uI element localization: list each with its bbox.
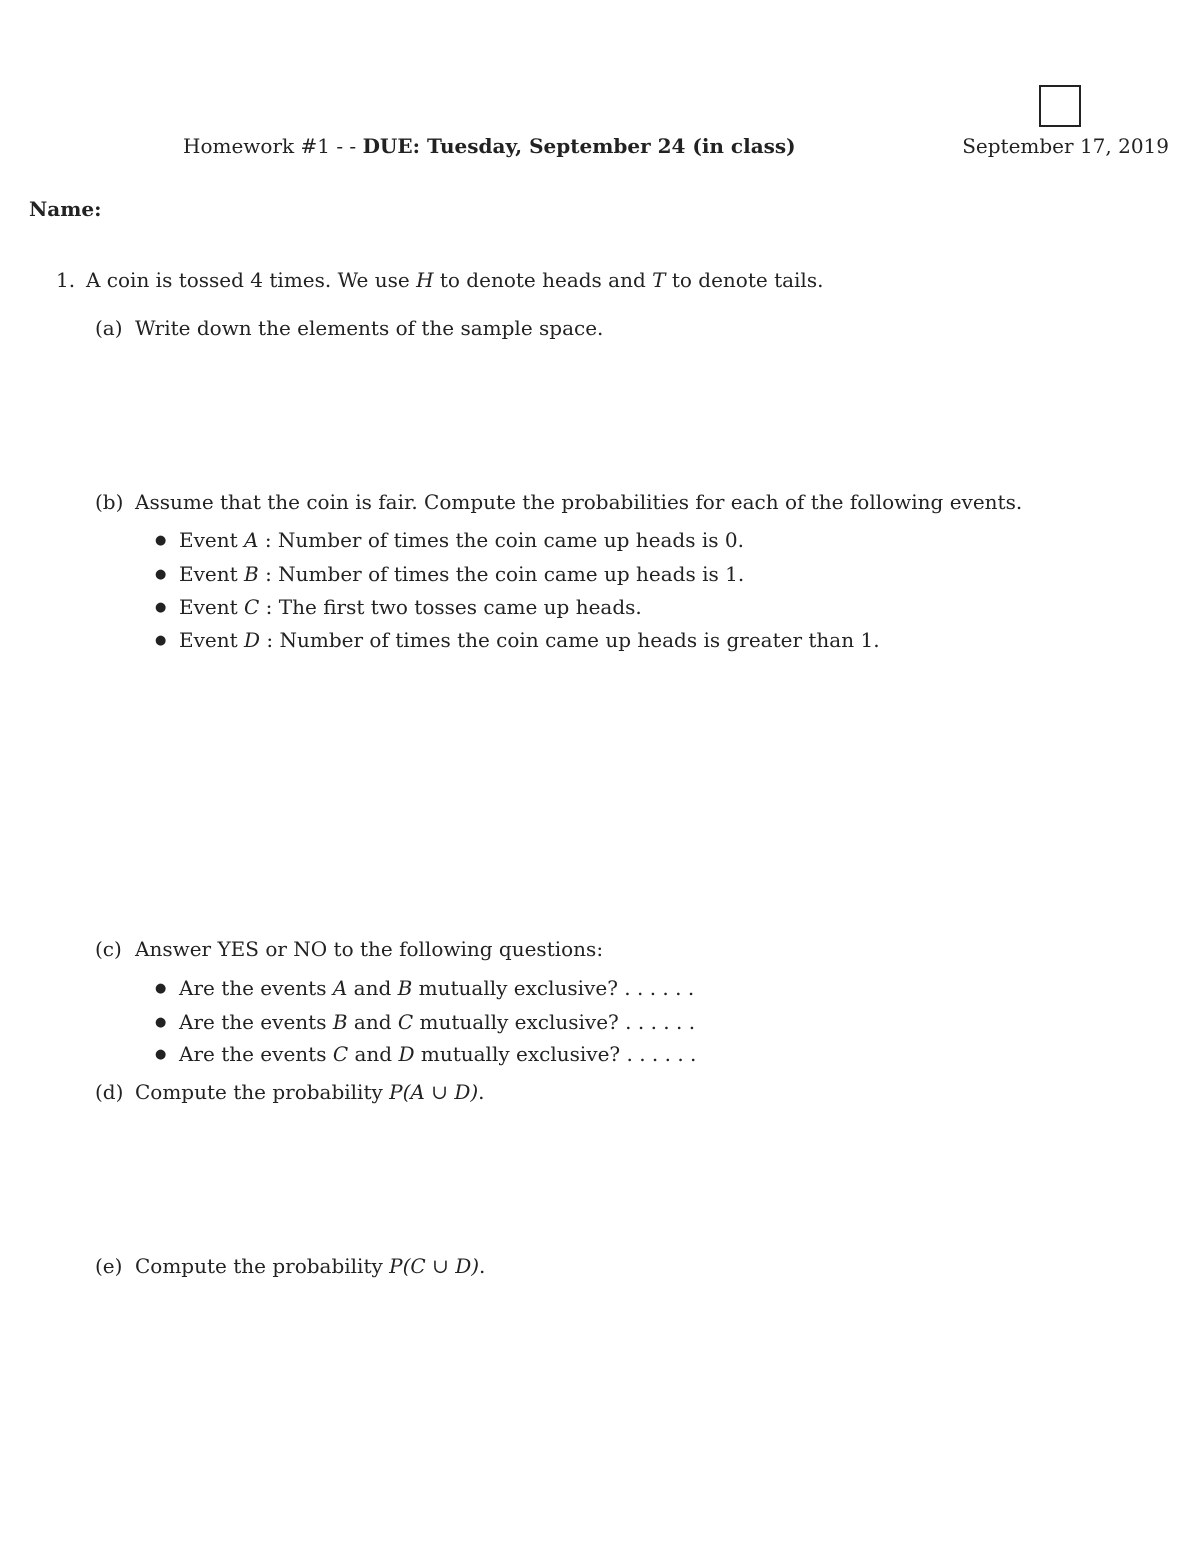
part-b-label: (b) xyxy=(95,490,124,514)
math-expression: P(A ∪ D) xyxy=(389,1080,479,1104)
part-a-text: Write down the elements of the sample space. xyxy=(135,316,604,340)
name-label: Name: xyxy=(29,197,102,221)
math-var-h: H xyxy=(416,268,434,292)
part-e-label: (e) xyxy=(95,1254,123,1278)
part-b-text: Assume that the coin is fair. Compute the probabilities for each of the following events. xyxy=(135,490,1023,514)
bullet-icon: ● xyxy=(155,533,167,548)
bullet-icon: ● xyxy=(155,567,167,582)
part-e-text: Compute the probability P(C ∪ D). xyxy=(135,1254,486,1278)
bullet-icon: ● xyxy=(155,600,167,615)
header-date: September 17, 2019 xyxy=(962,134,1169,158)
yes-no-question: Are the events A and B mutually exclusive? . . . . . . xyxy=(179,976,695,1000)
part-c-text: Answer YES or NO to the following questions: xyxy=(135,937,604,961)
yes-no-question: Are the events B and C mutually exclusive? . . . . . . xyxy=(179,1010,696,1034)
yes-no-question: Are the events C and D mutually exclusive? . . . . . . xyxy=(179,1042,697,1066)
event-item: Event D : Number of times the coin came up heads is greater than 1. xyxy=(179,628,880,652)
checkbox-square xyxy=(1039,85,1081,127)
bullet-icon: ● xyxy=(155,1047,167,1062)
part-c-label: (c) xyxy=(95,937,122,961)
event-item: Event B : Number of times the coin came up heads is 1. xyxy=(179,562,745,586)
math-var-t: T xyxy=(652,268,666,292)
part-d-label: (d) xyxy=(95,1080,124,1104)
part-a-label: (a) xyxy=(95,316,123,340)
page-title xyxy=(183,134,796,158)
event-item: Event A : Number of times the coin came up heads is 0. xyxy=(179,528,744,552)
math-expression: P(C ∪ D) xyxy=(389,1254,480,1278)
part-d-text: Compute the probability P(A ∪ D). xyxy=(135,1080,485,1104)
bullet-icon: ● xyxy=(155,1015,167,1030)
title-plain: Homework #1 - - xyxy=(183,134,363,158)
bullet-icon: ● xyxy=(155,981,167,996)
question-number: 1. xyxy=(56,268,76,292)
event-item: Event C : The first two tosses came up heads. xyxy=(179,595,642,619)
bullet-icon: ● xyxy=(155,633,167,648)
title-due: DUE: Tuesday, September 24 (in class) xyxy=(362,134,796,158)
question-intro: A coin is tossed 4 times. We use H to denote heads and T to denote tails. xyxy=(86,268,824,292)
